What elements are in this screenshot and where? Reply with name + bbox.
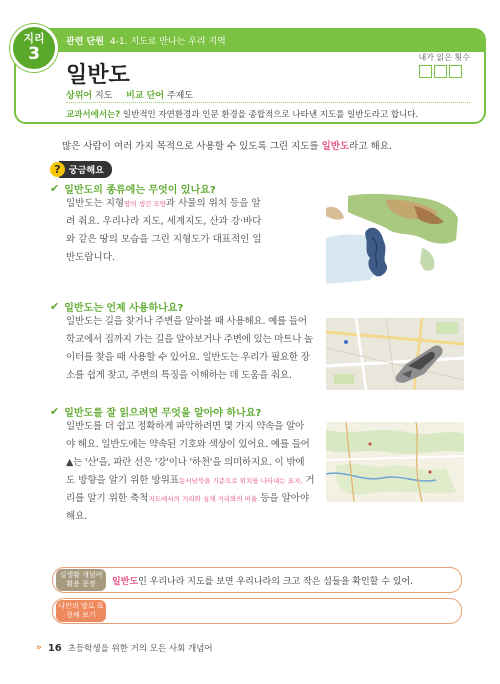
textbook-label: 교과서에서는?: [66, 110, 121, 120]
footnote-compass: 동서남북을 기준으로 위치를 나타내는 표지,: [179, 477, 303, 485]
question-text: 일반도는 언제 사용하나요?: [64, 303, 184, 314]
subject-label: 지리: [23, 32, 45, 45]
usage-text: 인 우리나라 지도를 보면 우리나라의 크고 작은 섬들을 확인할 수 있어.: [138, 577, 413, 587]
answer-text: 과 사물의 위치 등을 알: [165, 198, 261, 209]
check-icon: ✔: [50, 405, 60, 418]
footnote-scale: 지도에서의 거리와 실제 거리와의 비율: [148, 495, 258, 503]
subject-badge: [10, 24, 58, 72]
textbook-definition: [66, 108, 418, 120]
answer-line: 야 해요. 일반도에는 약속된 기호와 색상이 있어요. 예를 들어: [66, 439, 310, 450]
read-checkbox[interactable]: [419, 65, 432, 78]
terrain-map: [326, 422, 464, 502]
related-label: 관련 단원: [66, 37, 104, 47]
curious-label: 궁금해요: [59, 161, 112, 178]
page-footer: [36, 642, 213, 654]
korea-topographic-map: [326, 188, 464, 284]
compare-term-value: 주제도: [166, 91, 193, 101]
answer-text: 등을 알아야: [257, 493, 310, 504]
question-3: [50, 404, 261, 419]
answer-line: 해요.: [66, 511, 88, 522]
related-unit-text: 4-1. 지도로 만나는 우리 지역: [109, 37, 226, 47]
answer-line: 학교에서 집까지 가는 길을 알아보거나 주변에 있는 마트나 놀: [66, 334, 313, 345]
intro-text-end: 라고 해요.: [349, 141, 392, 152]
own-words-row[interactable]: [52, 598, 462, 624]
upper-term-value: 지도: [94, 91, 113, 101]
curious-heading: [50, 161, 112, 178]
header-card: [14, 28, 486, 124]
answer-line: 와 같은 땅의 모습을 그린 지형도가 대표적인 일: [66, 234, 262, 245]
answer-line: 반도랍니다.: [66, 252, 115, 263]
intro-highlight: 일반도: [321, 141, 350, 152]
entry-number: 3: [28, 44, 40, 64]
answer-2: [66, 313, 316, 385]
read-count-label: 내가 읽은 횟수: [418, 53, 470, 62]
header-divider: [66, 102, 470, 103]
answer-line: 려 줘요. 우리나라 지도, 세계지도, 산과 강·바다: [66, 216, 262, 227]
answer-line: [66, 490, 318, 508]
answer-line: 소를 쉽게 찾고, 주변의 특징을 이해하는 데 도움을 줘요.: [66, 370, 292, 381]
read-count-boxes: [419, 65, 470, 78]
question-2: [50, 299, 183, 314]
upper-term-label: 상위어: [66, 91, 93, 101]
usage-tag: 실생활 개념어 활용 문장: [56, 569, 106, 591]
page-title: 일반도: [66, 63, 130, 88]
intro-text: 많은 사람이 여러 가지 목적으로 사용할 수 있도록 그린 지도를: [62, 141, 322, 152]
intro-sentence: [62, 138, 392, 152]
page-number: 16: [47, 642, 62, 654]
question-text: 일반도를 잘 읽으려면 무엇을 알아야 하나요?: [64, 408, 262, 419]
answer-line: 이터를 찾을 때 사용할 수 있어요. 일반도는 우리가 필요한 장: [66, 352, 310, 363]
answer-text: 리를 알기 위한 축척: [66, 493, 149, 504]
general-map-image: [326, 422, 464, 502]
textbook-text: 일반적인 자연환경과 인문 환경을 종합적으로 나타낸 지도를 일반도라고 합니다.: [122, 110, 419, 120]
answer-line: 일반도는 길을 찾거나 주변을 알아볼 때 사용해요. 예를 들어: [66, 316, 307, 327]
answer-line: [66, 472, 318, 490]
answer-line: ▲는 '산'을, 파란 선은 '강'이나 '하천'을 의미하지요. 이 밖에: [66, 457, 305, 468]
related-unit: [66, 34, 226, 47]
read-checkbox[interactable]: [434, 65, 447, 78]
read-count: [419, 52, 470, 78]
own-words-tag: 나만의 말로 표현해 보기: [56, 600, 106, 622]
answer-line: 일반도를 더 쉽고 정확하게 파악하려면 몇 가지 약속을 알아: [66, 421, 305, 432]
answer-text: 일반도는 지형: [66, 198, 125, 209]
check-icon: ✔: [50, 300, 60, 313]
usage-sentence: [112, 574, 413, 587]
answer-text: 도 방향을 알기 위한 방위표: [66, 475, 180, 486]
book-title: 초등학생을 위한 거의 모든 사회 개념어: [67, 644, 213, 654]
question-1: [50, 181, 216, 196]
answer-line: [66, 195, 316, 213]
question-text: 일반도의 종류에는 무엇이 있나요?: [64, 185, 216, 196]
question-icon: ?: [50, 162, 65, 177]
usage-highlight: 일반도: [112, 577, 139, 587]
footnote: 땅의 생긴 모양: [124, 200, 166, 208]
check-icon: ✔: [50, 182, 60, 195]
korea-map-image: [326, 188, 464, 284]
answer-text: 거: [302, 475, 315, 486]
answer-3: [66, 418, 318, 526]
chevron-right-icon: »: [36, 643, 42, 653]
car-on-map-image: [326, 318, 464, 390]
answer-1: [66, 195, 316, 267]
read-checkbox[interactable]: [449, 65, 462, 78]
related-terms: [66, 88, 193, 101]
compare-term-label: 비교 단어: [126, 91, 165, 101]
car-map-photo: [326, 318, 464, 390]
